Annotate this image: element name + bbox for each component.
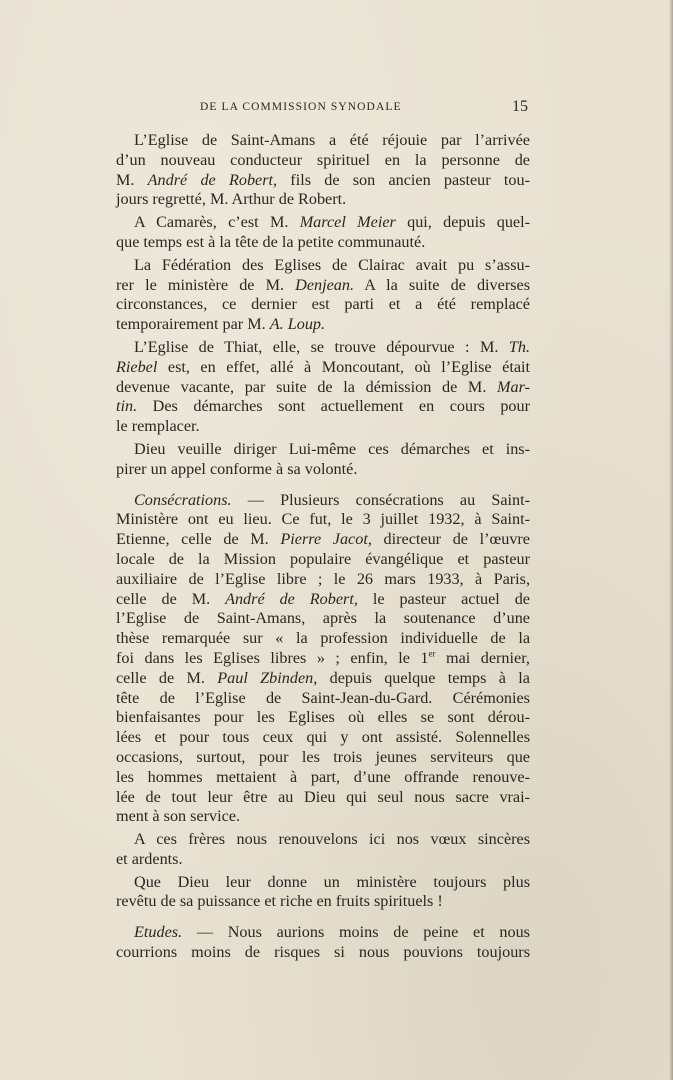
text-line: tête de l’Eglise de Saint-Jean-du-Gard. Cérémonies bbox=[116, 688, 530, 707]
body-text bbox=[116, 131, 530, 963]
text-line: bienfaisantes pour les Eglises où elles se sont dérou- bbox=[116, 708, 530, 727]
paragraph bbox=[116, 131, 530, 210]
text-line: celle de M. Paul Zbinden, depuis quelque temps à la bbox=[116, 668, 530, 687]
superscript: er bbox=[428, 648, 436, 659]
text-line: Ministère ont eu lieu. Ce fut, le 3 juillet 1932, à Saint- bbox=[116, 510, 530, 529]
text-line: Que Dieu leur donne un ministère toujours plus bbox=[134, 872, 530, 891]
text-line: d’un nouveau conducteur spirituel en la personne de bbox=[116, 150, 530, 169]
paragraph bbox=[116, 213, 530, 253]
text-line: lées et pour tous ceux qui y ont assisté. Solennelles bbox=[116, 728, 530, 747]
text-line: L’Eglise de Saint-Amans a été réjouie par l’arrivée bbox=[134, 131, 530, 149]
italic-name: Etudes. bbox=[134, 923, 183, 942]
italic-name: Paul Zbinden, bbox=[217, 668, 318, 687]
text-line: L’Eglise de Thiat, elle, se trouve dépourvue : M. Th. bbox=[134, 337, 530, 356]
italic-name: Marcel Meier bbox=[299, 213, 396, 232]
paragraph bbox=[116, 440, 530, 480]
text-line: auxiliaire de l’Eglise libre ; le 26 mars 1933, à Paris, bbox=[116, 569, 530, 588]
text-line: Dieu veuille diriger Lui-même ces démarches et ins- bbox=[134, 439, 530, 458]
paragraph bbox=[116, 491, 530, 828]
text-line: rer le ministère de M. Denjean. A la suite de diverses bbox=[116, 275, 531, 294]
text-line: le remplacer. bbox=[116, 417, 200, 436]
italic-name: Pierre Jacot, bbox=[280, 530, 372, 549]
text-line: celle de M. André de Robert, le pasteur actuel de bbox=[116, 589, 530, 608]
text-line: pirer un appel conforme à sa volonté. bbox=[116, 459, 358, 478]
italic-name: Denjean. bbox=[295, 275, 355, 294]
text-line: courrions moins de risques si nous pouvions toujours bbox=[116, 943, 530, 962]
italic-name: tin. bbox=[116, 397, 138, 416]
italic-name: Consécrations. bbox=[134, 490, 232, 509]
paragraph-spacer bbox=[116, 912, 530, 923]
text-line: Etienne, celle de M. Pierre Jacot, directeur de l’œuvre bbox=[116, 530, 530, 549]
text-line: M. André de Robert, fils de son ancien pasteur tou- bbox=[116, 170, 530, 189]
text-line: Consécrations. — Plusieurs consécrations au Saint- bbox=[134, 490, 530, 509]
text-line: circonstances, ce dernier est parti et a été remplacé bbox=[116, 295, 530, 314]
italic-name: Th. bbox=[508, 337, 530, 356]
text-line: que temps est à la tête de la petite communauté. bbox=[116, 232, 426, 251]
text-line: Riebel est, en effet, allé à Moncoutant, où l’Eglise était bbox=[116, 357, 530, 376]
paragraph bbox=[116, 830, 530, 870]
text-line: et ardents. bbox=[116, 849, 183, 868]
text-line: jours regretté, M. Arthur de Robert. bbox=[116, 190, 347, 209]
text-line: thèse remarquée sur « la profession individuelle de la bbox=[116, 629, 530, 648]
page-edge-shadow bbox=[669, 0, 673, 1080]
italic-name: André de Robert, bbox=[225, 589, 358, 608]
text-line: tin. Des démarches sont actuellement en cours pour bbox=[116, 397, 530, 416]
italic-name: André de Robert, bbox=[147, 170, 278, 189]
paragraph-spacer bbox=[116, 480, 530, 491]
italic-name: Mar- bbox=[497, 377, 530, 396]
page-header bbox=[200, 98, 530, 118]
paragraph bbox=[116, 256, 530, 335]
text-line: locale de la Mission populaire évangélique et pasteur bbox=[116, 549, 530, 568]
page-number: 15 bbox=[512, 98, 528, 115]
text-line: A ces frères nous renouvelons ici nos vœux sincères bbox=[134, 830, 530, 849]
paragraph bbox=[116, 873, 530, 913]
text-line: lée de tout leur être au Dieu qui seul nous sacre vrai- bbox=[116, 787, 530, 806]
text-line: temporairement par M. A. Loup. bbox=[116, 315, 326, 334]
running-head: DE LA COMMISSION SYNODALE bbox=[200, 101, 402, 113]
text-line: occasions, surtout, pour les trois jeunes serviteurs que bbox=[116, 747, 530, 766]
italic-name: Riebel bbox=[116, 357, 158, 376]
text-line: A Camarès, c’est M. Marcel Meier qui, depuis quel- bbox=[134, 213, 530, 232]
italic-name: A. Loup. bbox=[269, 315, 326, 334]
text-line: revêtu de sa puissance et riche en fruits spirituels ! bbox=[116, 892, 443, 911]
paragraph bbox=[116, 338, 530, 437]
text-line: foi dans les Eglises libres » ; enfin, le 1er mai dernier, bbox=[116, 648, 530, 667]
text-line: ment à son service. bbox=[116, 807, 241, 826]
text-line: La Fédération des Eglises de Clairac avait pu s’assu- bbox=[134, 255, 530, 274]
paragraph bbox=[116, 923, 530, 963]
text-line: devenue vacante, par suite de la démission de M. Mar- bbox=[116, 377, 530, 396]
text-line: l’Eglise de Saint-Amans, après la soutenance d’une bbox=[116, 609, 530, 628]
text-line: Etudes. — Nous aurions moins de peine et nous bbox=[134, 923, 530, 942]
text-line: les hommes mettaient à part, d’une offrande renouve- bbox=[116, 767, 530, 786]
